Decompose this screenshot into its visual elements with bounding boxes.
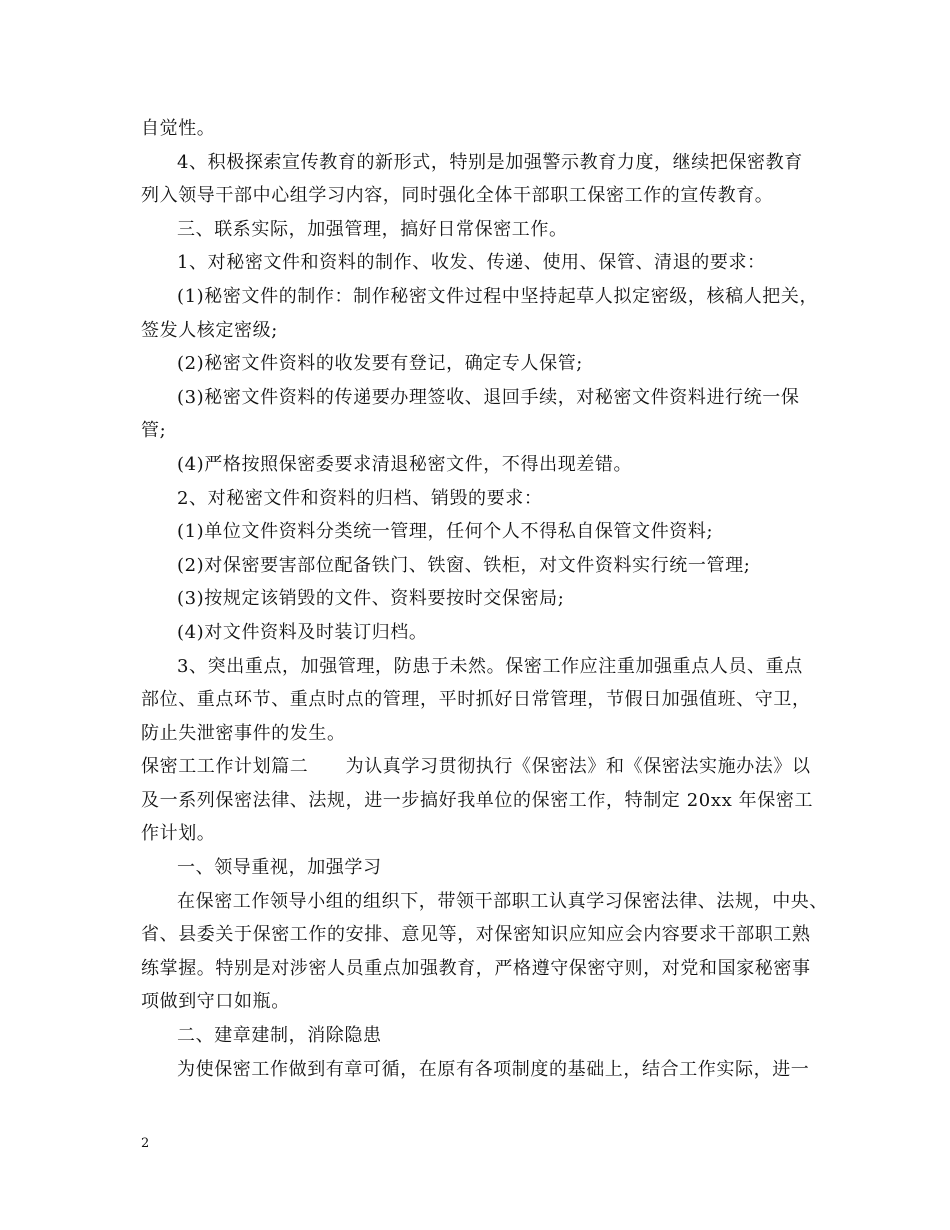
text-line: 三、联系实际，加强管理，搞好日常保密工作。 [177, 218, 568, 240]
text-line: 管; [141, 420, 167, 442]
text-line: 在保密工作领导小组的组织下，带领干部职工认真学习保密法律、法规，中央、 [177, 890, 828, 912]
text-line: 一、领导重视，加强学习 [177, 857, 382, 879]
text-line: 部位、重点环节、重点时点的管理，平时抓好日常管理，节假日加强值班、守卫， [141, 689, 811, 711]
document-body [141, 112, 828, 1086]
text-line: (4)对文件资料及时装订归档。 [177, 621, 428, 643]
text-line: (3)按规定该销毁的文件、资料要按时交保密局; [177, 588, 565, 610]
text-line: 自觉性。 [141, 118, 216, 139]
text-line: 3、突出重点，加强管理，防患于未然。保密工作应注重加强重点人员、重点 [177, 655, 803, 677]
text-line: 省、县委关于保密工作的安排、意见等，对保密知识应知应会内容要求干部职工熟 [141, 924, 811, 946]
text-line: (1)单位文件资料分类统一管理，任何个人不得私自保管文件资料; [177, 521, 714, 543]
text-line: 作计划。 [141, 823, 216, 845]
text-line: 防止失泄密事件的发生。 [141, 722, 346, 744]
text-line: (2)秘密文件资料的收发要有登记，确定专人保管; [177, 353, 583, 375]
text-line: 4、积极探索宣传教育的新形式，特别是加强警示教育力度，继续把保密教育 [177, 151, 803, 173]
text-line: 二、建章建制，消除隐患 [177, 1025, 382, 1047]
text-line: 为使保密工作做到有章可循，在原有各项制度的基础上，结合工作实际，进一 [177, 1058, 810, 1080]
text-line: 及一系列保密法律、法规，进一步搞好我单位的保密工作，特制定 20xx 年保密工 [141, 789, 814, 811]
text-line: 2、对秘密文件和资料的归档、销毁的要求： [177, 487, 543, 509]
text-line: 保密工工作计划篇二 为认真学习贯彻执行《保密法》和《保密法实施办法》以 [141, 756, 811, 778]
text-line: (1)秘密文件的制作：制作秘密文件过程中坚持起草人拟定密级，核稿人把关， [177, 285, 819, 307]
text-line: (4)严格按照保密委要求清退秘密文件，不得出现差错。 [177, 453, 633, 475]
text-line: 列入领导干部中心组学习内容，同时强化全体干部职工保密工作的宣传教育。 [141, 185, 774, 207]
text-line: (3)秘密文件资料的传递要办理签收、退回手续，对秘密文件资料进行统一保 [177, 386, 800, 408]
text-line: 项做到守口如瓶。 [141, 991, 290, 1013]
text-line: 1、对秘密文件和资料的制作、收发、传递、使用、保管、清退的要求： [177, 252, 766, 274]
text-line: 签发人核定密级; [141, 319, 278, 341]
text-line: 练掌握。特别是对涉密人员重点加强教育，严格遵守保密守则，对党和国家秘密事 [141, 957, 811, 979]
text-line: (2)对保密要害部位配备铁门、铁窗、铁柜，对文件资料实行统一管理; [177, 554, 751, 576]
page-number: 2 [141, 1136, 150, 1151]
